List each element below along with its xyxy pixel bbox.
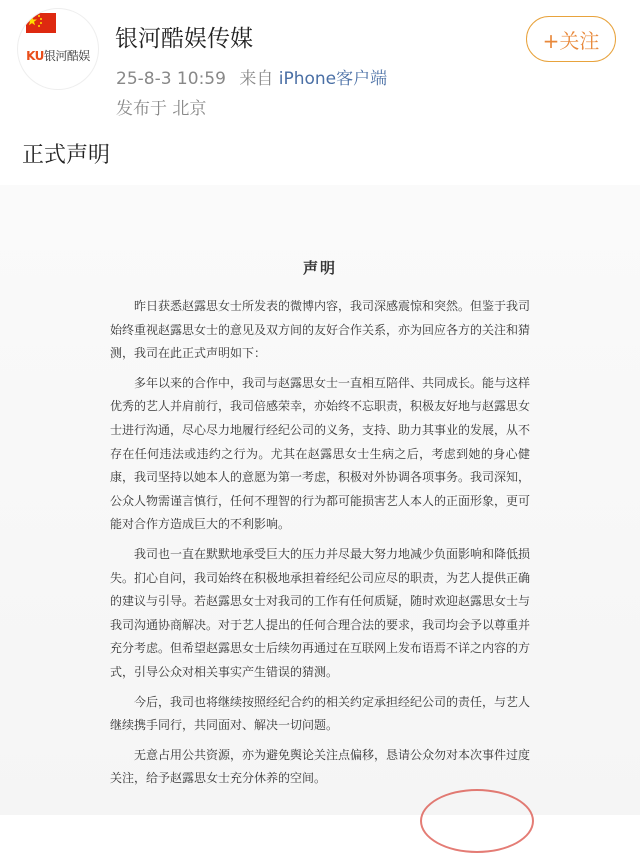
- verified-badge-icon: [92, 75, 99, 90]
- statement-paragraph: 今后，我司也将继续按照经纪合约的相关约定承担经纪公司的责任，与艺人继续携手同行，共同面对、解决一切问题。: [110, 694, 531, 733]
- statement-paragraph: 无意占用公共资源，亦为避免舆论关注点偏移，恳请公众勿对本次事件过度关注，给予赵露思女士充分休养的空间。: [110, 747, 531, 786]
- avatar[interactable]: [17, 8, 99, 90]
- china-flag-icon: [26, 13, 56, 39]
- source-device: iPhone客户端: [278, 69, 388, 89]
- follow-button[interactable]: +关注: [526, 16, 616, 62]
- statement-paragraph: 我司也一直在默默地承受巨大的压力并尽最大努力地减少负面影响和降低损失。扪心自问，我司始终在积极地承担着经纪公司应尽的职责，为艺人提供正确的建议与引导。若赵露思女士对我司的工作有任何质疑，随时欢迎赵露思女士与我司沟通协商解决。对于艺人提出的任何合理合法的要求，我司均会予以尊重并充分考虑。但希望赵露思女士后续勿再通过在互联网上发布语焉不详之内容的方式，引导公众对相关事实产生错误的猜测。: [110, 546, 531, 679]
- account-name[interactable]: 银河酷娱传媒: [115, 26, 253, 52]
- company-seal: [420, 789, 534, 853]
- statement-image[interactable]: [0, 185, 640, 815]
- post-header: [0, 0, 640, 130]
- statement-paragraph: 多年以来的合作中，我司与赵露思女士一直相互陪伴、共同成长。能与这样优秀的艺人并肩前行，我司倍感荣幸，亦始终不忘职责，积极友好地与赵露思女士进行沟通，尽心尽力地履行经纪公司的义务，支持、助力其事业的发展，从不存在任何违法或违约之行为。尤其在赵露思女士生病之后，考虑到她的身心健康，我司坚持以她本人的意愿为第一考虑，积极对外协调各项事务。我司深知，公众人物需谨言慎行，任何不理智的行为都可能损害艺人本人的正面形象，更可能对合作方造成巨大的不利影响。: [110, 375, 531, 532]
- statement-body: [110, 295, 530, 797]
- avatar-logo-text: KU银河酷娱: [26, 49, 90, 63]
- post-location: 发布于 北京: [116, 99, 207, 119]
- statement-title: 声明: [302, 259, 337, 277]
- post-time: 25-8-3 10:59: [116, 69, 226, 89]
- statement-paragraph: 昨日获悉赵露思女士所发表的微博内容，我司深感震惊和突然。但鉴于我司始终重视赵露思女士的意见及双方间的友好合作关系，亦为回应各方的关注和猜测，我司在此正式声明如下：: [110, 299, 531, 361]
- post-meta: [116, 64, 387, 89]
- source-prefix: 来自: [239, 69, 274, 89]
- post-text: 正式声明: [22, 143, 111, 168]
